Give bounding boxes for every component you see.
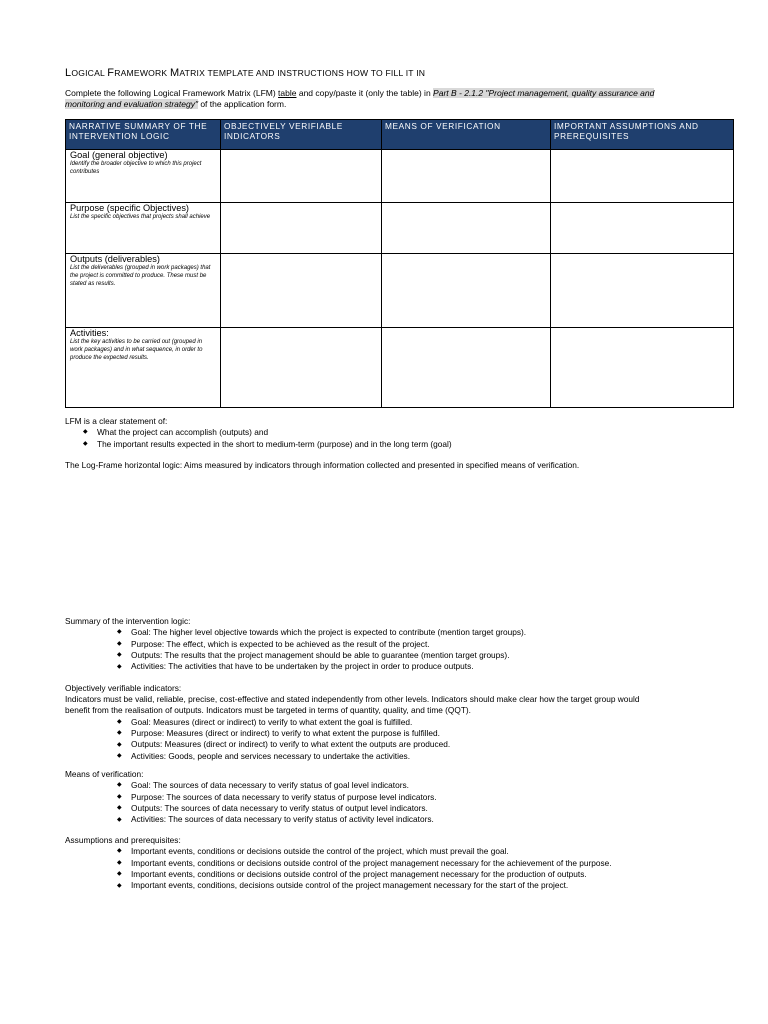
- diamond-bullet-icon: ◆: [117, 782, 122, 789]
- list-item: ◆ Purpose: Measures (direct or indirect) to verify to what extent the purpose is fulfilled.: [117, 728, 440, 739]
- diamond-bullet-icon: ◆: [117, 753, 122, 760]
- cell-purpose-indicators[interactable]: [221, 203, 382, 254]
- list-item: ◆ Activities: The activities that have to be undertaken by the project in order to produce outputs.: [117, 661, 474, 672]
- cell-activities-indicators[interactable]: [221, 328, 382, 408]
- cell-activities-summary[interactable]: Activities: List the key activities to be carried out (grouped in work packages) and in what sequence, in order to produce the expected results.: [66, 328, 221, 408]
- list-item: ◆ Purpose: The sources of data necessary to verify status of purpose level indicators.: [117, 791, 437, 802]
- highlighted-reference: Part B - 2.1.2 "Project management, quality assurance and monitoring and evaluation strategy": [65, 88, 655, 109]
- cell-outputs-indicators[interactable]: [221, 254, 382, 328]
- diamond-bullet-icon: ◆: [117, 882, 122, 889]
- table-row-activities: [66, 328, 734, 408]
- assumptions-section: Assumptions and prerequisites: ◆ Important events, conditions or decisions outside the control of the project, which must prevail the goal. ◆ Important events, conditions or decisions outside control of the project management necessary for the achievement of the purpose. ◆ Important events, conditions or decisions outside control of the project management necessary for the production of outputs. ◆ Important events, conditions, decisions outside control of the project management necessary for the start of the project.: [65, 835, 612, 891]
- cell-activities-assumptions[interactable]: [551, 328, 734, 408]
- summary-section: Summary of the intervention logic: ◆ Goal: The higher level objective towards which the project is expected to contribute (mention target groups). ◆ Purpose: The effect, which is expected to be achieved as the result of the project. ◆ Outputs: The results that the project management should be able to guarantee (mention target groups). ◆ Activities: The activities that have to be undertaken by the project in order to produce outputs.: [65, 616, 527, 672]
- diamond-bullet-icon: ◆: [117, 741, 122, 748]
- list-item: ◆ Activities: The sources of data necessary to verify status of activity level indicators.: [117, 814, 434, 825]
- list-item: ◆ Outputs: The sources of data necessary to verify status of output level indicators.: [117, 803, 428, 814]
- cell-goal-indicators[interactable]: [221, 150, 382, 203]
- diamond-bullet-icon: ◆: [117, 730, 122, 737]
- diamond-bullet-icon: ◆: [117, 663, 122, 670]
- intro-paragraph: Complete the following Logical Framework Matrix (LFM) table and copy/paste it (only the table) in Part B - 2.1.2 "Project management, quality assurance and monitoring and evaluation strategy" of the application form.: [65, 88, 655, 109]
- header-verifiable-indicators: OBJECTIVELY VERIFIABLE INDICATORS: [221, 120, 382, 150]
- table-link: table: [278, 88, 297, 98]
- diamond-bullet-icon: ◆: [117, 652, 122, 659]
- table-row-goal: [66, 150, 734, 203]
- list-item: ◆ What the project can accomplish (outputs) and: [83, 427, 269, 438]
- diamond-bullet-icon: ◆: [117, 793, 122, 800]
- list-item: ◆ Outputs: Measures (direct or indirect) to verify to what extent the outputs are produced.: [117, 739, 451, 750]
- indicators-section: Objectively verifiable indicators: Indicators must be valid, reliable, precise, cost-effective and stated independently from other levels. Indicators should make clear how the target group would benefit from the realisation of outputs. Indicators must be targeted in terms of quantity, quality, and time (QQT). ◆ Goal: Measures (direct or indirect) to verify to what extent the goal is fulfilled. ◆ Purpose: Measures (direct or indirect) to verify to what extent the purpose is fulfilled. ◆ Outputs: Measures (direct or indirect) to verify to what extent the outputs are produced. ◆ Activities: Goods, people and services necessary to undertake the activities.: [65, 683, 640, 761]
- cell-purpose-summary[interactable]: Purpose (specific Objectives) List the specific objectives that projects shall achieve: [66, 203, 221, 254]
- diamond-bullet-icon: ◆: [117, 805, 122, 812]
- diamond-bullet-icon: ◆: [83, 440, 88, 447]
- cell-purpose-verification[interactable]: [382, 203, 551, 254]
- verification-section: Means of verification: ◆ Goal: The sources of data necessary to verify status of goal level indicators. ◆ Purpose: The sources of data necessary to verify status of purpose level indicators. ◆ Outputs: The sources of data necessary to verify status of output level indicators. ◆ Activities: The sources of data necessary to verify status of activity level indicators.: [65, 769, 437, 825]
- list-item: ◆ Goal: The sources of data necessary to verify status of goal level indicators.: [117, 780, 409, 791]
- list-item: ◆ Important events, conditions, decisions outside control of the project management necessary for the start of the project.: [117, 880, 569, 891]
- diamond-bullet-icon: ◆: [117, 718, 122, 725]
- lfm-statement-section: LFM is a clear statement of: ◆ What the project can accomplish (outputs) and ◆ The important results expected in the short to medium-term (purpose) and in the long term (goal): [65, 416, 452, 449]
- diamond-bullet-icon: ◆: [117, 640, 122, 647]
- table-row-purpose: [66, 203, 734, 254]
- cell-outputs-assumptions[interactable]: [551, 254, 734, 328]
- document-title: LOGICAL FRAMEWORK MATRIX TEMPLATE AND INSTRUCTIONS HOW TO FILL IT IN: [65, 67, 426, 79]
- diamond-bullet-icon: ◆: [83, 429, 88, 436]
- list-item: ◆ Outputs: The results that the project management should be able to guarantee (mention target groups).: [117, 650, 510, 661]
- table-header-row: [66, 120, 734, 150]
- cell-purpose-assumptions[interactable]: [551, 203, 734, 254]
- list-item: ◆ Purpose: The effect, which is expected to be achieved as the result of the project.: [117, 638, 430, 649]
- cell-outputs-verification[interactable]: [382, 254, 551, 328]
- diamond-bullet-icon: ◆: [117, 848, 122, 855]
- cell-outputs-summary[interactable]: Outputs (deliverables) List the deliverables (grouped in work packages) that the project is committed to produce. These must be stated as results.: [66, 254, 221, 328]
- header-means-of-verification: MEANS OF VERIFICATION: [382, 120, 551, 150]
- diamond-bullet-icon: ◆: [117, 629, 122, 636]
- lfm-table: [65, 119, 734, 408]
- header-narrative-summary: NARRATIVE SUMMARY OF THE INTERVENTION LOGIC: [66, 120, 221, 150]
- list-item: ◆ Goal: Measures (direct or indirect) to verify to what extent the goal is fulfilled.: [117, 716, 413, 727]
- cell-activities-verification[interactable]: [382, 328, 551, 408]
- list-item: ◆ The important results expected in the short to medium-term (purpose) and in the long term (goal): [83, 438, 452, 449]
- cell-goal-assumptions[interactable]: [551, 150, 734, 203]
- diamond-bullet-icon: ◆: [117, 816, 122, 823]
- list-item: ◆ Important events, conditions or decisions outside the control of the project, which must prevail the goal.: [117, 846, 509, 857]
- list-item: ◆ Important events, conditions or decisions outside control of the project management necessary for the achievement of the purpose.: [117, 857, 612, 868]
- diamond-bullet-icon: ◆: [117, 871, 122, 878]
- table-row-outputs: [66, 254, 734, 328]
- diamond-bullet-icon: ◆: [117, 859, 122, 866]
- header-assumptions: IMPORTANT ASSUMPTIONS AND PREREQUISITES: [551, 120, 734, 150]
- list-item: ◆ Important events, conditions or decisions outside control of the project management necessary for the production of outputs.: [117, 869, 587, 880]
- horizontal-logic-text: The Log-Frame horizontal logic: Aims measured by indicators through information collected and presented in specified means of verification.: [65, 460, 580, 470]
- cell-goal-summary[interactable]: Goal (general objective) Identify the broader objective to which this project contributes: [66, 150, 221, 203]
- cell-goal-verification[interactable]: [382, 150, 551, 203]
- list-item: ◆ Goal: The higher level objective towards which the project is expected to contribute (mention target groups).: [117, 627, 527, 638]
- list-item: ◆ Activities: Goods, people and services necessary to undertake the activities.: [117, 750, 411, 761]
